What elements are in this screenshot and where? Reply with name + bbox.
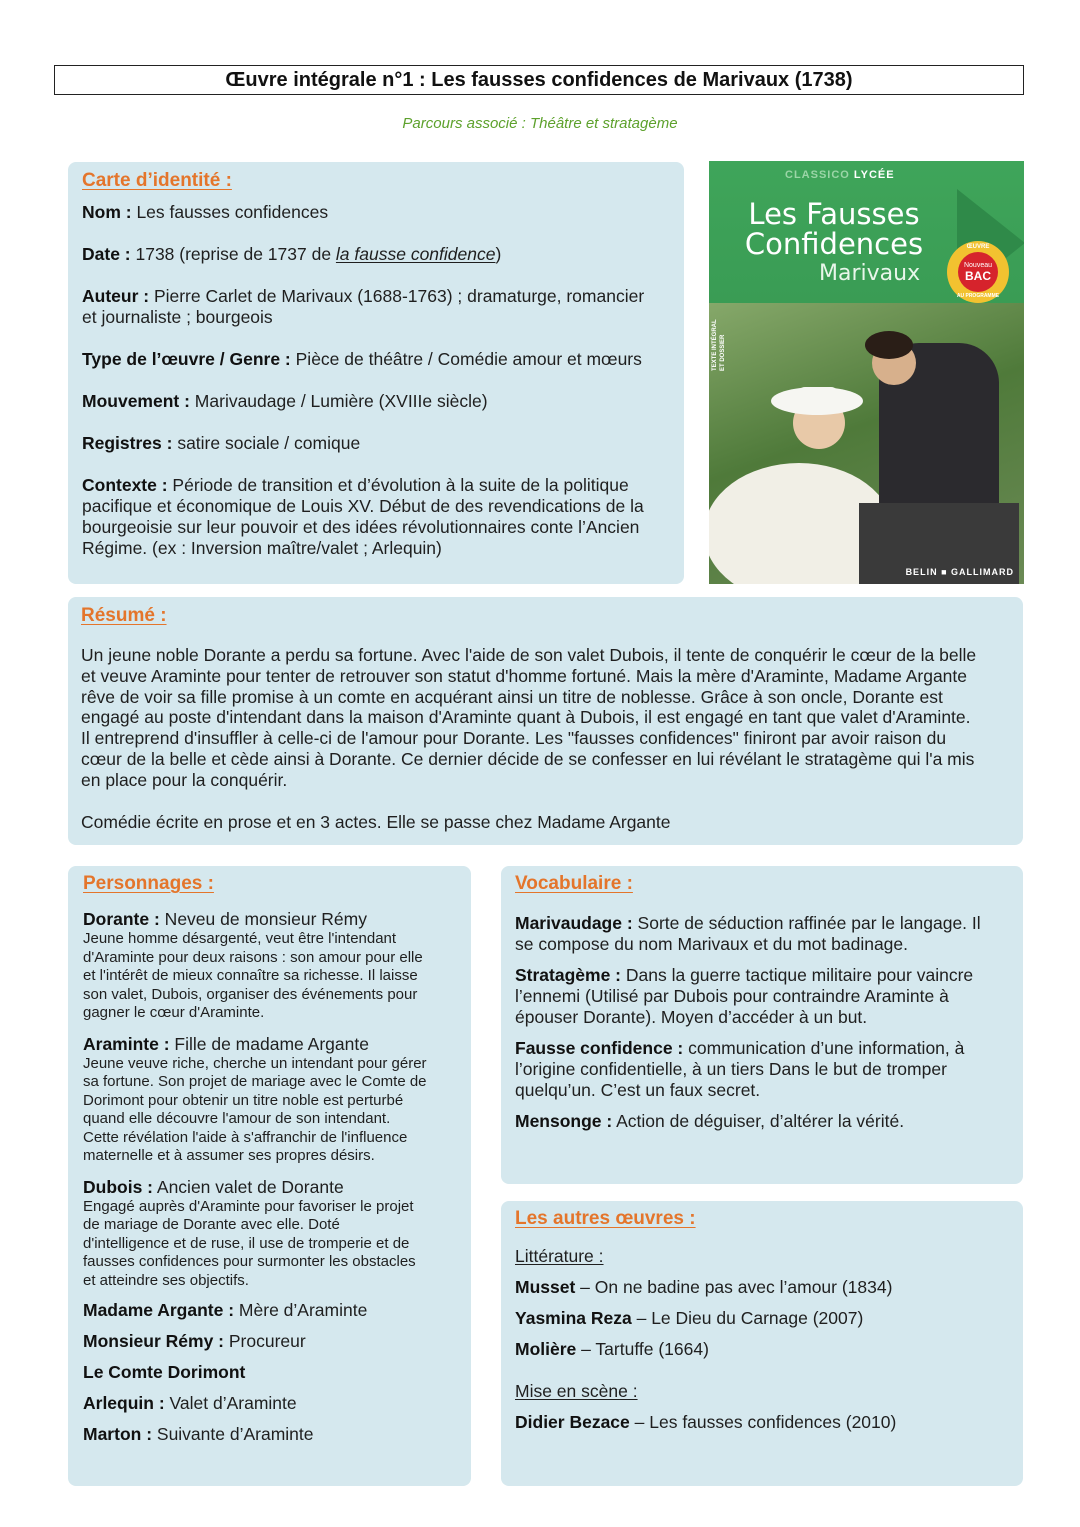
araminte-desc-line: Dorimont pour obtenir un titre noble est perturbé (83, 1091, 404, 1109)
contexte-label: Contexte : (82, 475, 168, 495)
vocabulaire-heading: Vocabulaire : (515, 873, 633, 894)
resume-line: et veuve Araminte pour tenter de retrouver son statut d'homme fortuné. Mais la mère d'Araminte, Madame Argante (81, 665, 968, 686)
cover-photo (709, 303, 1024, 584)
musset-value: – On ne badine pas avec l’amour (1834) (575, 1277, 893, 1297)
perso-dubois (83, 1177, 457, 1198)
dorante-desc-line: Jeune homme désargenté, veut être l'intendant (83, 930, 397, 947)
dubois-desc-line: fausses confidences pour surmonter les obstacles (83, 1253, 416, 1270)
identity-contexte (82, 475, 670, 496)
litterature-subheading: Littérature : (515, 1246, 604, 1266)
resume-heading: Résumé : (81, 605, 167, 626)
araminte-desc-line: Jeune veuve riche, cherche un intendant pour gérer (83, 1054, 427, 1072)
vocab-mensonge (515, 1111, 1009, 1132)
identity-auteur-cont: et journaliste ; bourgeois (82, 307, 273, 327)
moliere-label: Molière (515, 1339, 577, 1359)
cover-author: Marivaux (819, 261, 921, 286)
stratageme-label: Stratagème : (515, 965, 622, 985)
perso-remy (83, 1331, 457, 1352)
mensonge-label: Mensonge : (515, 1111, 613, 1131)
oeuvre-musset (515, 1277, 1009, 1298)
side-text-2: ET DOSSIER (720, 334, 726, 371)
nom-label: Nom : (82, 202, 132, 222)
remy-label: Monsieur Rémy : (83, 1331, 224, 1351)
argante-label: Madame Argante : (83, 1300, 235, 1320)
mouvement-label: Mouvement : (82, 391, 190, 411)
araminte-desc-line: maternelle et à assumer ses propres désirs. (83, 1147, 375, 1164)
comte-label: Le Comte Dorimont (83, 1362, 246, 1382)
vocabulaire-panel (501, 866, 1023, 1184)
type-value: Pièce de théâtre / Comédie amour et mœurs (290, 349, 642, 369)
document-title (54, 65, 1024, 95)
araminte-value: Fille de madame Argante (169, 1033, 369, 1054)
marton-label: Marton : (83, 1424, 153, 1444)
bac-badge (947, 241, 1009, 303)
araminte-desc-line: sa fortune. Son projet de mariage avec le Comte de (83, 1073, 427, 1090)
remy-value: Procureur (224, 1331, 306, 1351)
vocab-stratageme (515, 965, 1009, 986)
cover-publisher: BELIN ■ GALLIMARD (905, 567, 1014, 577)
stratageme-def: Dans la guerre tactique militaire pour vaincre (621, 965, 974, 985)
date-value: 1738 (reprise de 1737 de (130, 244, 336, 264)
marivaudage-label: Marivaudage : (515, 913, 633, 933)
perso-dorante (83, 909, 457, 930)
dubois-desc-line: et atteindre ses objectifs. (83, 1271, 249, 1289)
badge-top-text: ŒUVRE (966, 244, 990, 250)
dubois-desc-line: de mariage de Dorante avec elle. Doté (83, 1216, 340, 1233)
vocab-fausse-cont: l’origine confidentielle, à un tiers Dans le but de tromper (515, 1059, 947, 1079)
oeuvre-moliere (515, 1339, 1009, 1360)
dorante-desc-line: et l'intérêt de mieux connaître sa richesse. Il laisse (83, 967, 418, 984)
bezace-value: – Les fausses confidences (2010) (629, 1412, 897, 1432)
identity-mouvement (82, 391, 670, 412)
identity-auteur (82, 286, 670, 307)
autres-heading: Les autres œuvres : (515, 1208, 696, 1229)
oeuvre-reza (515, 1308, 1009, 1329)
dorante-value: Neveu de monsieur Rémy (159, 909, 367, 929)
personnages-heading: Personnages : (83, 873, 214, 894)
mise-en-scene-subheading: Mise en scène : (515, 1381, 638, 1401)
dubois-desc-line: Engagé auprès d'Araminte pour favoriser le projet (83, 1197, 414, 1215)
vocab-stratageme-cont: l’ennemi (Utilisé par Dubois pour contraindre Araminte à (515, 986, 949, 1006)
identity-contexte-2: pacifique et économique de Louis XV. Début de des revendications de la (82, 496, 644, 516)
marivaudage-def: Sorte de séduction raffinée par le langage. Il (632, 913, 981, 933)
date-value-end: ) (495, 244, 502, 264)
arlequin-label: Arlequin : (83, 1393, 165, 1413)
type-label: Type de l’œuvre / Genre : (82, 349, 291, 369)
cover-series (785, 169, 895, 181)
dorante-desc-line: d'Araminte pour deux raisons : son amour pour elle (83, 948, 423, 966)
identity-registres (82, 433, 670, 454)
dorante-label: Dorante : (83, 909, 160, 929)
araminte-desc-line: Cette révélation l'aide à s'affranchir de l'influence (83, 1128, 408, 1146)
auteur-value: Pierre Carlet de Marivaux (1688-1763) ; dramaturge, romancier (149, 286, 645, 306)
identity-contexte-4: Régime. (ex : Inversion maître/valet ; Arlequin) (82, 538, 442, 558)
autres-oeuvres-panel (501, 1201, 1023, 1486)
oeuvre-bezace (515, 1412, 1009, 1433)
cover-title-line2: Confidences (744, 227, 924, 261)
badge-bac: BAC (965, 268, 991, 283)
resume-panel (68, 597, 1023, 845)
badge-new: Nouveau (963, 261, 993, 269)
series-name: CLASSICO (785, 169, 850, 181)
parcours-subtitle: Parcours associé : Théâtre et stratagème (402, 115, 678, 132)
dubois-label: Dubois : (83, 1176, 153, 1197)
perso-arlequin (83, 1393, 457, 1414)
registres-label: Registres : (82, 433, 173, 453)
date-label: Date : (82, 244, 131, 264)
mensonge-def: Action de déguiser, d’altérer la vérité. (612, 1111, 905, 1131)
identity-card-panel (68, 162, 684, 584)
identity-nom (82, 202, 670, 223)
personnages-panel (68, 866, 471, 1486)
moliere-value: – Tartuffe (1664) (576, 1339, 709, 1359)
badge-center (958, 252, 998, 292)
perso-marton (83, 1424, 457, 1445)
contexte-value: Période de transition et d’évolution à la suite de la politique (167, 475, 629, 495)
side-text-1: TEXTE INTÉGRAL (712, 319, 718, 371)
vocab-marivaudage-cont: se compose du nom Marivaux et du mot badinage. (515, 934, 908, 954)
identity-date (82, 244, 670, 265)
perso-araminte (83, 1034, 457, 1055)
argante-value: Mère d’Araminte (234, 1300, 368, 1320)
reza-label: Yasmina Reza (515, 1308, 632, 1328)
dorante-desc-line: son valet, Dubois, organiser des événements pour (83, 985, 418, 1003)
resume-line: cœur de la belle et cède ainsi à Dorante. Ce dernier décide de se confesser en lui révélant le stratagème qui l'a mis (81, 748, 975, 769)
badge-bottom-text: AU PROGRAMME (956, 293, 1000, 299)
vocab-stratageme-cont: épouser Dorante). Moyen d’accéder à un but. (515, 1007, 868, 1027)
perso-argante (83, 1300, 457, 1321)
title-text: Œuvre intégrale n°1 : Les fausses confidences de Marivaux (1738) (225, 68, 853, 91)
dubois-value: Ancien valet de Dorante (153, 1176, 344, 1197)
cover-side-text (711, 311, 727, 371)
identity-type (82, 349, 670, 370)
vocab-marivaudage (515, 913, 1009, 934)
araminte-desc-line: quand elle découvre l'amour de son intendant. (83, 1110, 391, 1127)
arlequin-value: Valet d’Araminte (164, 1393, 297, 1413)
date-reference: la fausse confidence (335, 244, 496, 264)
resume-line: Un jeune noble Dorante a perdu sa fortune. Avec l'aide de son valet Dubois, il tente de conquérir le cœur de la belle (81, 645, 977, 665)
reza-value: – Le Dieu du Carnage (2007) (631, 1308, 864, 1328)
vocab-fausse-cont: quelqu’un. C’est un faux secret. (515, 1080, 761, 1100)
resume-line: engagé au poste d'intendant dans la maison d'Araminte quant à Dubois, il est engagé en tant que valet d'Araminte. (81, 707, 971, 728)
identity-contexte-3: bourgeoisie sur leur pouvoir et des idées révolutionnaires conte l’Ancien (82, 517, 640, 537)
book-cover-image (709, 161, 1024, 584)
mouvement-value: Marivaudage / Lumière (XVIIIe siècle) (189, 391, 488, 411)
araminte-label: Araminte : (83, 1033, 170, 1054)
resume-line: Il entreprend d'insuffler à celle-ci de l'amour pour Dorante. Les "fausses confidences" finiront par avoir raison du (81, 728, 947, 749)
registres-value: satire sociale / comique (172, 433, 361, 453)
auteur-label: Auteur : (82, 286, 150, 306)
identity-heading: Carte d’identité : (82, 170, 232, 191)
resume-line: rêve de voir sa fille promise à un comte en acquérant ainsi un titre de noblesse. Grâce à son oncle, Dorante est (81, 686, 943, 707)
musset-label: Musset (515, 1277, 576, 1297)
fausse-def: communication d’une information, à (683, 1038, 965, 1058)
cover-illustration (709, 303, 1024, 584)
nom-value: Les fausses confidences (131, 202, 329, 222)
dorante-desc-line: gagner le cœur d'Araminte. (83, 1004, 265, 1021)
fausse-label: Fausse confidence : (515, 1038, 684, 1058)
marton-value: Suivante d’Araminte (152, 1424, 314, 1444)
resume-line: en place pour la conquérir. (81, 769, 288, 790)
perso-comte (83, 1362, 457, 1383)
series-level: LYCÉE (849, 169, 895, 181)
dubois-desc-line: d'intelligence et de ruse, il use de tromperie et de (83, 1234, 410, 1252)
resume-final: Comédie écrite en prose et en 3 actes. Elle se passe chez Madame Argante (81, 811, 671, 832)
vocab-fausse (515, 1038, 1009, 1059)
bezace-label: Didier Bezace (515, 1412, 630, 1432)
cover-title-line1: Les Fausses (748, 197, 920, 231)
